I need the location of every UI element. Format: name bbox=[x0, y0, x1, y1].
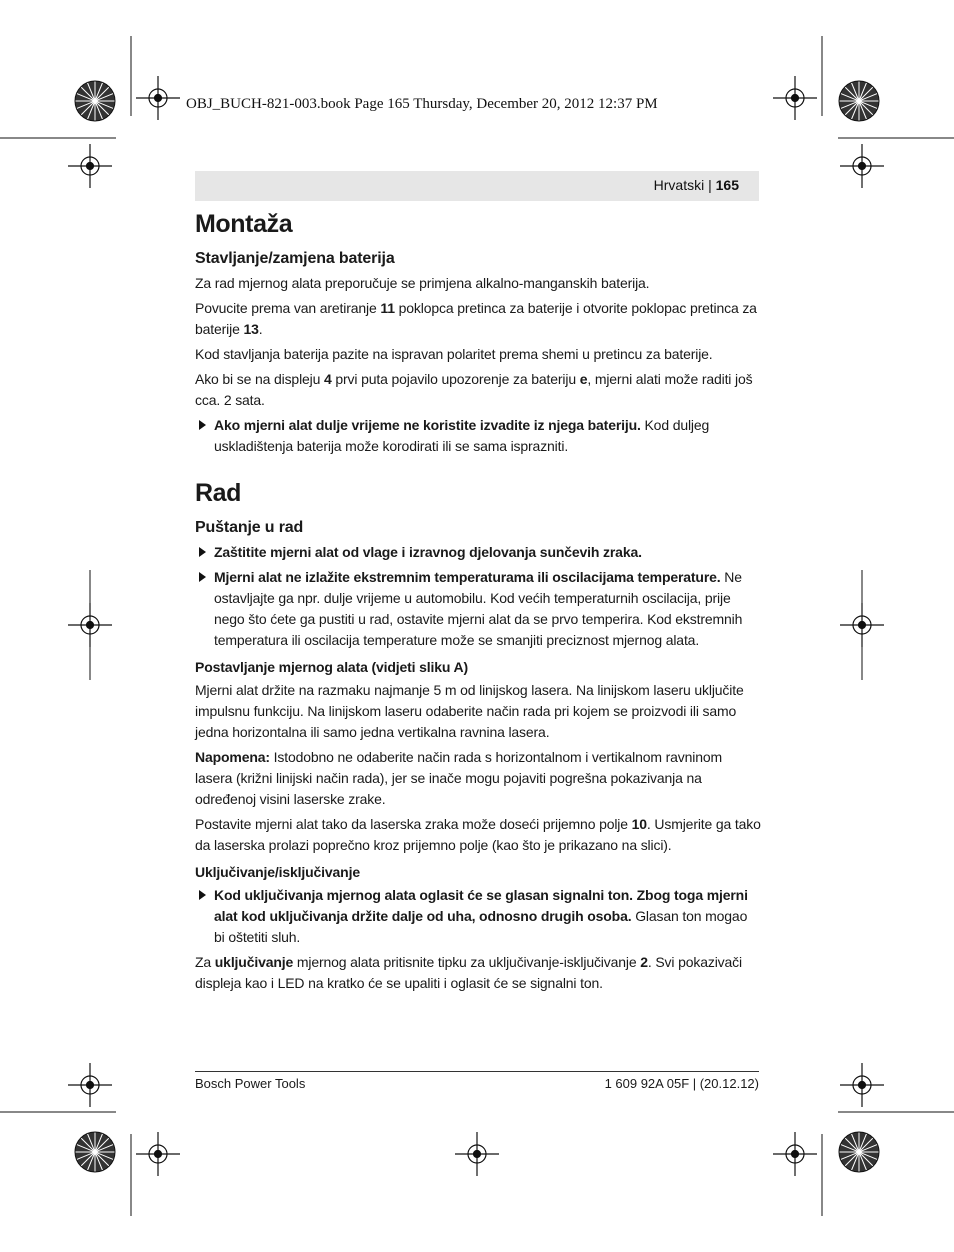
paragraph: Povucite prema van aretiranje 11 poklopca pretinca za baterije i otvorite poklopac pretinca za baterije 13. bbox=[195, 300, 757, 337]
header-separator: | bbox=[704, 177, 716, 193]
paragraph: Za rad mjernog alata preporučuje se primjena alkalno-manganskih baterija. bbox=[195, 275, 650, 291]
paragraph: Postavite mjerni alat tako da laserska zraka može doseći prijemno polje 10. Usmjerite ga tako da laserska prolazi poprečno kroz prijemno polje (kao što je prikazano na slici). bbox=[195, 816, 761, 853]
warning-bullet: Mjerni alat ne izlažite ekstremnim temperaturama ili oscilacijama temperature. Ne ostavljajte ga npr. dulje vrijeme u automobilu. Kod većih temperaturnih oscilacija, prije nego što ćete ga pustiti u rad, ostavite mjerni alat da se prvo temperira. Kod ekstremnih temperatura ili oscilacija temperature može se smanjiti preciznost mjernog alata. bbox=[195, 567, 761, 651]
footer-publisher: Bosch Power Tools bbox=[195, 1076, 306, 1091]
subheading-startup: Puštanje u rad bbox=[195, 519, 304, 536]
warning-bullet: Zaštitite mjerni alat od vlage i izravnog djelovanja sunčevih zraka. bbox=[195, 542, 761, 563]
page-number: 165 bbox=[715, 177, 739, 193]
subheading-on-off: Uključivanje/isključivanje bbox=[195, 864, 360, 880]
section-title-rad: Rad bbox=[195, 479, 242, 507]
footer-document-code: 1 609 92A 05F | (20.12.12) bbox=[604, 1076, 759, 1091]
footer-rule bbox=[195, 1071, 759, 1072]
paragraph: Mjerni alat držite na razmaku najmanje 5 m od linijskog lasera. Na linijskom laseru uključite impulsnu funkciju. Na linijskom laseru odaberite način rada pri kojem se proizvodi ili samo jedna horizontalna ili samo jedna vertikalna ravnina lasera. bbox=[195, 682, 744, 740]
warning-bullet: Ako mjerni alat dulje vrijeme ne koristite izvadite iz njega bateriju. Kod duljeg uskladištenja baterija može korodirati ili se sama isprazniti. bbox=[195, 415, 761, 457]
subheading-batteries: Stavljanje/zamjena baterija bbox=[195, 250, 395, 267]
header-language: Hrvatski bbox=[653, 177, 705, 193]
section-title-montaza: Montaža bbox=[195, 210, 293, 238]
page-content bbox=[195, 206, 761, 998]
warning-bullet: Kod uključivanja mjernog alata oglasit će se glasan signalni ton. Zbog toga mjerni alat kod uključivanja držite dalje od uha, odnosno drugih osoba. Glasan ton mogao bi oštetiti sluh. bbox=[195, 885, 761, 948]
paragraph: Kod stavljanja baterija pazite na ispravan polaritet prema shemi u pretincu za baterije. bbox=[195, 346, 713, 362]
print-slug: OBJ_BUCH-821-003.book Page 165 Thursday, December 20, 2012 12:37 PM bbox=[186, 96, 658, 112]
paragraph: Za uključivanje mjernog alata pritisnite tipku za uključivanje-isključivanje 2. Svi pokazivači displeja kao i LED na kratko će se upaliti i oglasit će se signalni ton. bbox=[195, 954, 742, 991]
page-header bbox=[195, 171, 759, 201]
paragraph: Ako bi se na displeju 4 prvi puta pojavilo upozorenje za bateriju e, mjerni alati može raditi još cca. 2 sata. bbox=[195, 371, 753, 408]
subheading-setup: Postavljanje mjernog alata (vidjeti sliku A) bbox=[195, 659, 468, 675]
note-paragraph: Napomena: Istodobno ne odaberite način rada s horizontalnom i vertikalnom ravninom lasera (križni linijski način rada), jer se inače mogu pojaviti pogrešna pokazivanja na određenoj visini laserske zrake. bbox=[195, 749, 722, 807]
